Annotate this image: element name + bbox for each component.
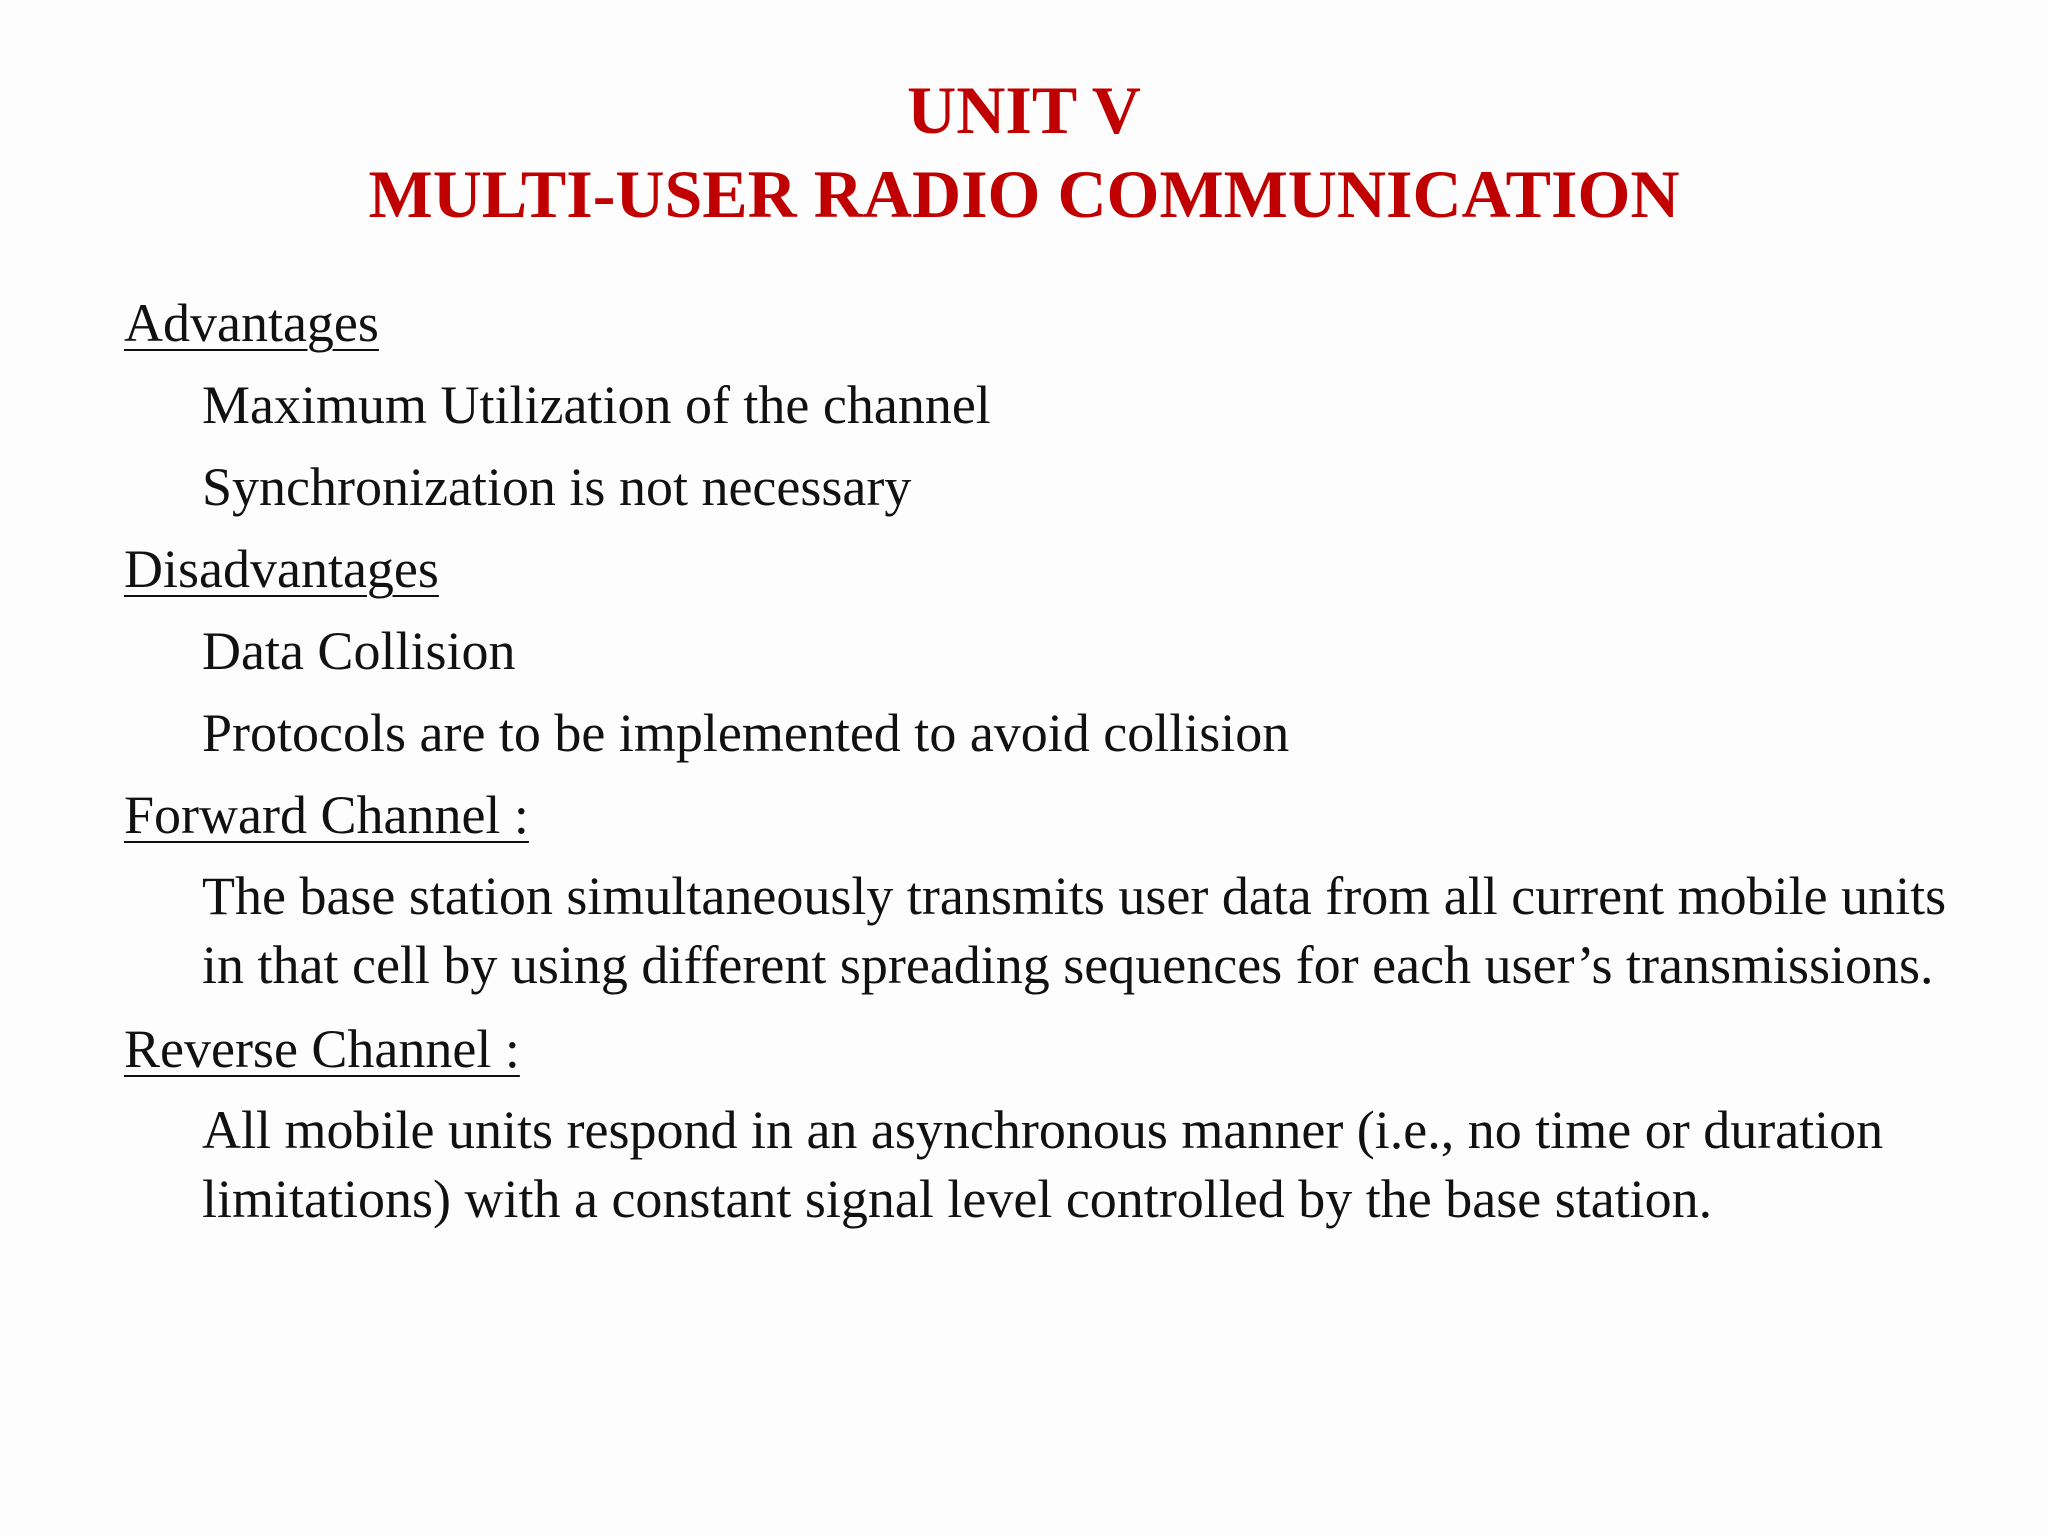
heading-reverse-channel: Reverse Channel : xyxy=(124,1019,520,1079)
slide-title xyxy=(0,68,2048,236)
advantage-item-1: Maximum Utilization of the channel xyxy=(202,375,991,435)
heading-disadvantages: Disadvantages xyxy=(124,539,439,599)
slide-content xyxy=(124,288,1984,1248)
disadvantage-item-2: Protocols are to be implemented to avoid collision xyxy=(202,703,1290,763)
reverse-channel-text: All mobile units respond in an asynchronous manner (i.e., no time or duration limitations) with a constant signal level controlled by the base station. xyxy=(202,1100,1884,1229)
advantage-item-2: Synchronization is not necessary xyxy=(202,457,912,517)
heading-advantages: Advantages xyxy=(124,293,379,353)
title-unit: UNIT V xyxy=(907,72,1141,148)
title-topic: MULTI-USER RADIO COMMUNICATION xyxy=(368,156,1680,232)
disadvantage-item-1: Data Collision xyxy=(202,621,516,681)
forward-channel-text: The base station simultaneously transmits user data from all current mobile units in that cell by using different spreading sequences for each user’s transmissions. xyxy=(202,866,1947,995)
heading-forward-channel: Forward Channel : xyxy=(124,785,529,845)
